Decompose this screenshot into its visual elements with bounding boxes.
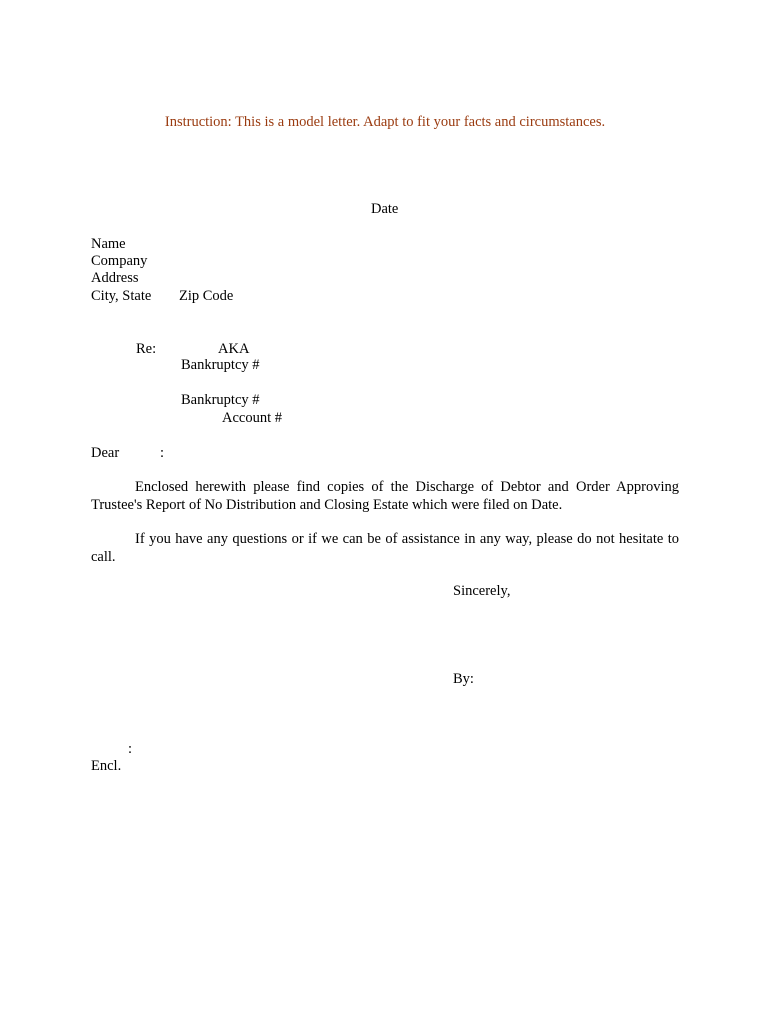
recipient-city-state: City, State [91, 288, 152, 304]
enclosure-colon: : [128, 741, 133, 757]
salutation-colon: : [160, 445, 165, 461]
salutation-dear: Dear [91, 445, 120, 461]
body-paragraph-2: If you have any questions or if we can be of assistance in any way, please do not hesitate to call. [91, 531, 679, 565]
re-bankruptcy-2: Bankruptcy # [181, 392, 260, 408]
recipient-address: Address [91, 270, 139, 286]
recipient-zip: Zip Code [179, 288, 234, 304]
enclosure-label: Encl. [91, 758, 122, 774]
signature-by: By: [453, 671, 474, 687]
re-aka: AKA [218, 341, 250, 357]
closing-sincerely: Sincerely, [453, 583, 511, 599]
re-bankruptcy-1: Bankruptcy # [181, 357, 260, 373]
recipient-company: Company [91, 253, 148, 269]
letter-date: Date [371, 201, 399, 217]
instruction-note: Instruction: This is a model letter. Adapt to fit your facts and circumstances. [164, 114, 606, 130]
body-paragraph-1: Enclosed herewith please find copies of the Discharge of Debtor and Order Approving Trustee's Report of No Distribution and Closing Estate which were filed on Date. [91, 479, 679, 513]
recipient-name: Name [91, 236, 126, 252]
re-account: Account # [222, 410, 282, 426]
re-label: Re: [136, 341, 157, 357]
